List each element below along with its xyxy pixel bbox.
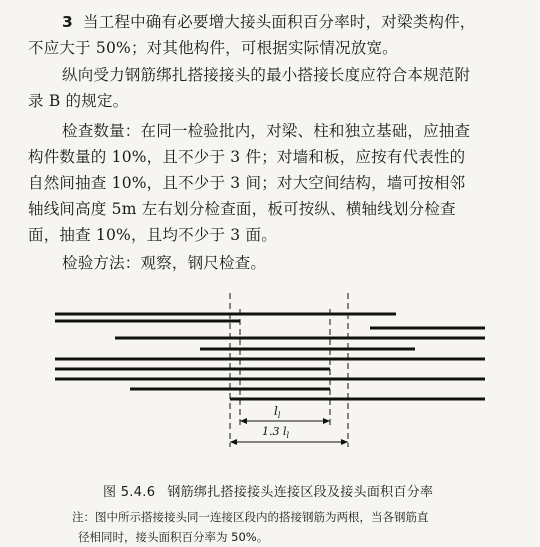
paragraph-line: 构件数量的 10%，且不少于 3 件；对墙和板，应按有代表性的 bbox=[28, 148, 466, 166]
arrow-right-icon bbox=[323, 418, 330, 424]
dimension-ll-label: $l_l$ bbox=[274, 404, 281, 420]
dimension-13ll-label: 1.3 $l_l$ bbox=[262, 425, 290, 440]
paragraph-line: 纵向受力钢筋绑扎搭接接头的最小搭接长度应符合本规范附 bbox=[62, 66, 471, 84]
paragraph-line bbox=[58, 9, 520, 35]
dimension-ll bbox=[240, 418, 330, 424]
lap-splice-diagram bbox=[0, 285, 540, 460]
paragraph-lap-length bbox=[28, 62, 520, 114]
paragraph-inspection-quantity bbox=[28, 118, 520, 248]
paragraph-inspection-method bbox=[58, 250, 520, 276]
figure-caption bbox=[103, 481, 433, 500]
arrow-left-icon bbox=[240, 418, 247, 424]
paragraph-line: 不应大于 50%；对其他构件，可根据实际情况放宽。 bbox=[28, 39, 398, 57]
paragraph-clause-3 bbox=[28, 9, 520, 61]
paragraph-line: 录 B 的规定。 bbox=[28, 92, 129, 110]
note-line: 径相同时，接头面积百分率为 50%。 bbox=[78, 530, 269, 544]
clause-number: 3 bbox=[62, 13, 73, 31]
figure-number: 图 5.4.6 bbox=[103, 485, 156, 500]
paragraph-line: 面，抽查 10%，且均不少于 3 面。 bbox=[28, 226, 277, 244]
note-line: 注：图中所示搭接接头同一连接区段内的搭接钢筋为两根，当各钢筋直 bbox=[72, 510, 429, 524]
paragraph-line: 自然间抽查 10%，且不少于 3 间；对大空间结构，墙可按相邻 bbox=[28, 174, 466, 192]
rebar-group bbox=[55, 314, 485, 399]
paragraph-line: 轴线间高度 5m 左右划分检查面，板可按纵、横轴线划分检查 bbox=[28, 200, 456, 218]
figure-title: 钢筋绑扎搭接接头连接区段及接头面积百分率 bbox=[167, 485, 434, 500]
arrow-left-icon bbox=[230, 439, 237, 445]
paragraph-line: 检验方法：观察，钢尺检查。 bbox=[62, 254, 267, 272]
figure-note bbox=[72, 507, 492, 547]
paragraph-line: 检查数量：在同一检验批内，对梁、柱和独立基础，应抽查 bbox=[62, 122, 471, 140]
arrow-right-icon bbox=[341, 439, 348, 445]
paragraph-text: 当工程中确有必要增大接头面积百分率时，对梁类构件， bbox=[83, 13, 476, 31]
